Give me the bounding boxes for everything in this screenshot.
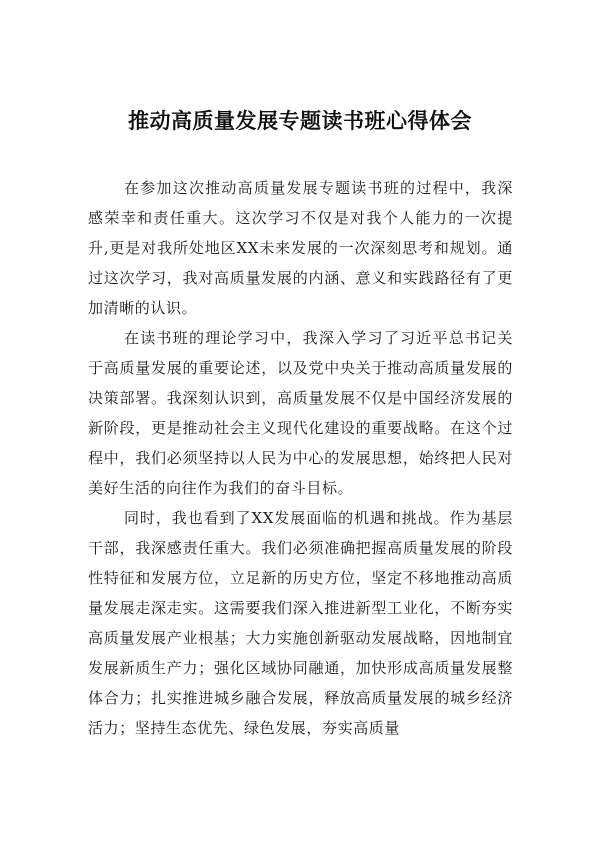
paragraph-1: 在参加这次推动高质量发展专题读书班的过程中，我深感荣幸和责任重大。这次学习不仅是对我个人能力的一次提升,更是对我所处地区XX未来发展的一次深刻思考和规划。通过这次学习，我对高质量发展的内涵、意义和实践路径有了更加清晰的认识。: [88, 179, 513, 317]
document-title: 推动高质量发展专题读书班心得体会: [128, 109, 472, 133]
document-body: [88, 173, 513, 743]
paragraph-2: 在读书班的理论学习中，我深入学习了习近平总书记关于高质量发展的重要论述，以及党中央关于推动高质量发展的决策部署。我深刻认识到，高质量发展不仅是中国经济发展的新阶段，更是推动社会主义现代化建设的重要战略。在这个过程中，我们必须坚持以人民为中心的发展思想，始终把人民对美好生活的向往作为我们的奋斗目标。: [88, 329, 513, 497]
paragraph-3: 同时，我也看到了XX发展面临的机遇和挑战。作为基层干部，我深感责任重大。我们必须准确把握高质量发展的阶段性特征和发展方位，立足新的历史方位，坚定不移地推动高质量发展走深走实。这需要我们深入推进新型工业化，不断夯实高质量发展产业根基；大力实施创新驱动发展战略，因地制宜发展新质生产力；强化区域协同融通，加快形成高质量发展整体合力；扎实推进城乡融合发展，释放高质量发展的城乡经济活力；坚持生态优先、绿色发展，夯实高质量: [88, 509, 513, 737]
